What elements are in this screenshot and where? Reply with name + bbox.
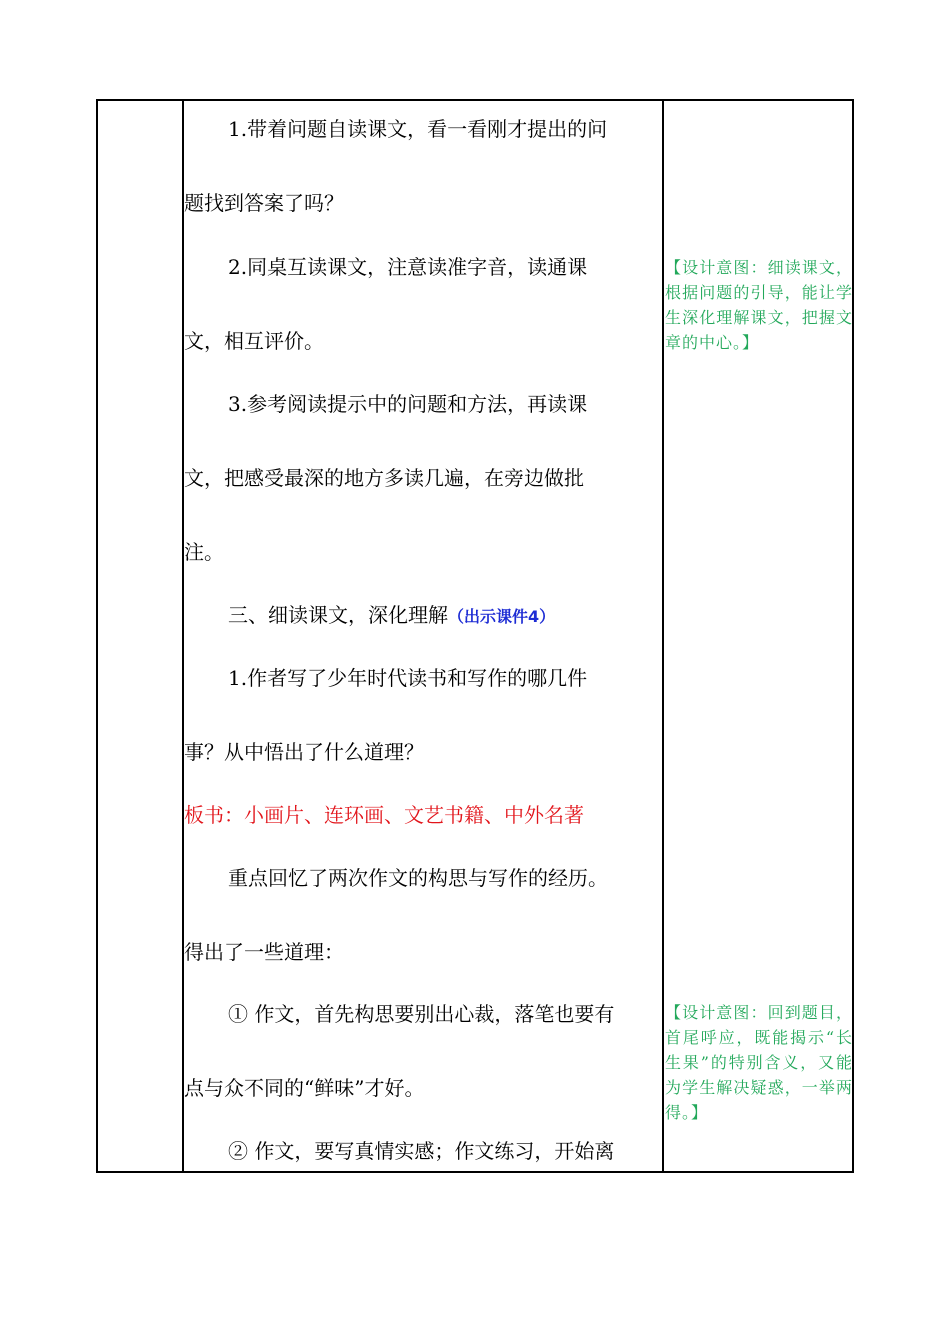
lesson-plan-table (96, 99, 854, 1173)
summary-line-2: 得出了一些道理： (184, 940, 344, 964)
blackboard-writing: 板书：小画片、连环画、文艺书籍、中外名著 (184, 803, 584, 827)
question-line-1: 1.作者写了少年时代读书和写作的哪几件 (228, 666, 588, 690)
column-divider-right (662, 101, 664, 1171)
summary-line-1: 重点回忆了两次作文的构思与写作的经历。 (228, 866, 608, 890)
point-2-line-1: ② 作文，要写真情实感；作文练习，开始离 (228, 1139, 615, 1163)
step-3-line-1: 3.参考阅读提示中的问题和方法，再读课 (228, 392, 588, 416)
step-3-line-3: 注。 (184, 540, 224, 564)
design-intent-note-1: 【设计意图：细读课文，根据问题的引导，能让学生深化理解课文，把握文章的中心。】 (665, 258, 853, 352)
step-2-line-2: 文，相互评价。 (184, 329, 324, 353)
courseware-tag: （出示课件4） (448, 607, 556, 626)
step-1-line-2: 题找到答案了吗？ (184, 191, 344, 215)
step-1-line-1: 1.带着问题自读课文，看一看刚才提出的问 (228, 117, 608, 141)
step-3-line-2: 文，把感受最深的地方多读几遍，在旁边做批 (184, 466, 584, 490)
design-intent-note-2: 【设计意图：回到题目，首尾呼应，既能揭示“长生果”的特别含义，又能为学生解决疑惑，一举两得。】 (665, 1003, 853, 1122)
question-line-2: 事？从中悟出了什么道理？ (184, 740, 424, 764)
column-divider-left (182, 101, 184, 1171)
step-2-line-1: 2.同桌互读课文，注意读准字音，读通课 (228, 255, 588, 279)
section-three-heading (228, 605, 555, 627)
section-three-title: 三、细读课文，深化理解 (228, 603, 448, 627)
point-1-line-2: 点与众不同的“鲜味”才好。 (184, 1076, 425, 1100)
point-1-line-1: ① 作文，首先构思要别出心裁，落笔也要有 (228, 1002, 615, 1026)
